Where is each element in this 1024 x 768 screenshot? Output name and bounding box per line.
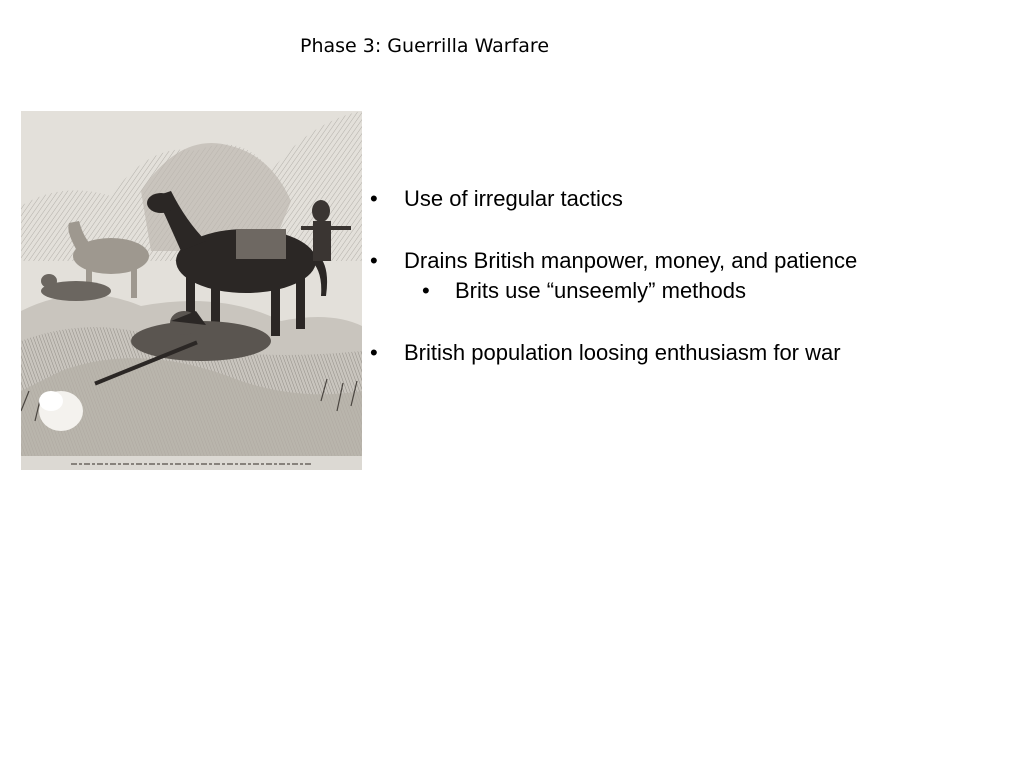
bullet-item bbox=[370, 338, 1010, 368]
slide-title: Phase 3: Guerrilla Warfare bbox=[300, 35, 550, 57]
sub-bullet-item bbox=[370, 276, 1010, 306]
bullet-marker: • bbox=[370, 248, 378, 273]
bullet-item bbox=[370, 184, 1010, 214]
bullet-item bbox=[370, 246, 1010, 276]
bullet-text: Brits use “unseemly” methods bbox=[455, 278, 746, 303]
bullet-marker: • bbox=[422, 278, 430, 303]
bullet-text: Drains British manpower, money, and patience bbox=[404, 248, 858, 273]
bullet-list bbox=[370, 184, 1010, 368]
engraving-illustration bbox=[21, 111, 362, 470]
bullet-text: Use of irregular tactics bbox=[404, 186, 623, 211]
bullet-text: British population loosing enthusiasm for war bbox=[404, 340, 841, 365]
bullet-marker: • bbox=[370, 186, 378, 211]
bullet-marker: • bbox=[370, 340, 378, 365]
